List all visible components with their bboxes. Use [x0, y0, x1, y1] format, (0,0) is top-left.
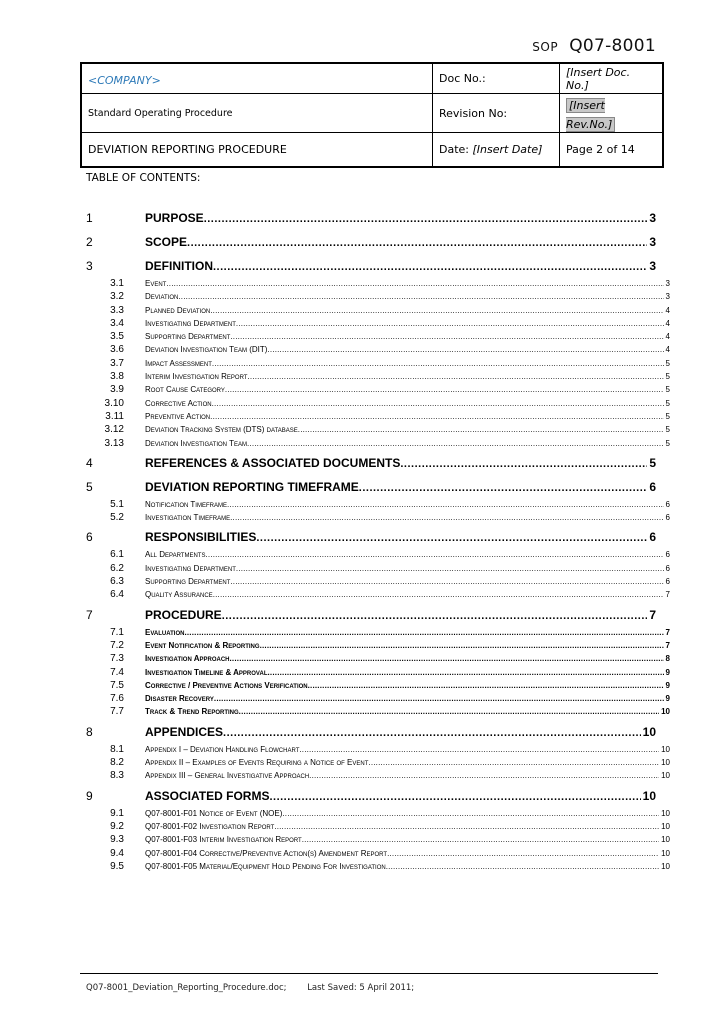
toc-leader-dots	[187, 231, 647, 254]
toc-entry-number: 3.13	[104, 437, 124, 449]
toc-leader-dots	[236, 562, 664, 575]
toc-entry-page: 10	[661, 808, 670, 818]
toc-entry-title: SCOPE	[145, 235, 188, 249]
toc-entry-number: 6.3	[110, 576, 124, 588]
toc-entry-title-line	[145, 666, 670, 679]
date-label: Date:	[439, 143, 469, 156]
toc-entry-page: 7	[665, 640, 670, 650]
toc-entry-page: 6	[665, 577, 670, 587]
toc-entry-title-line	[145, 317, 670, 330]
toc-entry-page: 6	[665, 563, 670, 573]
toc-leader-dots	[260, 639, 664, 652]
toc-entry-page: 3	[649, 235, 656, 249]
toc-leader-dots	[230, 652, 664, 665]
toc-entry-number: 3.3	[110, 304, 124, 316]
toc-leader-dots	[239, 705, 659, 718]
toc-entry-page: 7	[649, 607, 656, 622]
toc-entry-title: All Departments	[145, 550, 206, 560]
toc-subsection-entry[interactable]	[86, 423, 670, 436]
toc-entry-title-line	[145, 743, 670, 756]
toc-entry-title-line	[145, 679, 670, 692]
toc-subsection-entry[interactable]	[86, 498, 670, 511]
toc-entry-page: 5	[665, 425, 670, 435]
toc-entry-page: 5	[665, 438, 670, 448]
toc-entry-number: 3.2	[110, 291, 124, 303]
toc-entry-title-line	[145, 820, 670, 833]
toc-subsection-entry[interactable]	[86, 833, 670, 846]
toc-entry-page: 10	[642, 724, 656, 739]
toc-subsection-entry[interactable]	[86, 548, 670, 561]
toc-entry-title: Appendix II – Examples of Events Requiring a Notice of Event	[145, 758, 369, 768]
footer-last-saved: Last Saved: 5 April 2011;	[307, 983, 415, 993]
doc-no-label: Doc No.:	[433, 63, 560, 94]
toc-entry-title: Quality Assurance	[145, 590, 213, 600]
toc-entry-number: 7.1	[110, 626, 124, 638]
toc-entry-title-line	[145, 705, 670, 718]
toc-leader-dots	[359, 476, 648, 499]
sop-number: Q07-8001	[569, 36, 656, 56]
toc-entry-title-line	[145, 476, 656, 499]
toc-leader-dots	[274, 820, 659, 833]
toc-entry-number: 1	[86, 211, 93, 225]
toc-entry-number: 9.4	[110, 847, 124, 859]
toc-entry-page: 5	[665, 372, 670, 382]
toc-subsection-entry[interactable]	[86, 860, 670, 873]
toc-entry-number: 8.3	[110, 770, 124, 782]
toc-leader-dots	[214, 692, 664, 705]
toc-entry-title-line	[145, 290, 670, 303]
toc-leader-dots	[247, 370, 663, 383]
toc-leader-dots	[230, 511, 663, 524]
toc-leader-dots	[387, 847, 659, 860]
toc-entry-title: Supporting Department	[145, 577, 231, 587]
toc-entry-title-line	[145, 255, 656, 278]
toc-leader-dots	[368, 756, 659, 769]
toc-entry-page: 10	[661, 771, 670, 781]
toc-entry-title: Appendix I – Deviation Handling Flowchart	[145, 744, 300, 754]
toc-entry-page: 3	[665, 292, 670, 302]
toc-entry-title-line	[145, 511, 670, 524]
toc-leader-dots	[213, 255, 647, 278]
toc-entry-page: 10	[661, 848, 670, 858]
toc-leader-dots	[298, 423, 664, 436]
toc-subsection-entry[interactable]	[86, 639, 670, 652]
toc-entry-title-line	[145, 304, 670, 317]
toc-entry-title: Root Cause Category	[145, 385, 225, 395]
toc-subsection-entry[interactable]	[86, 705, 670, 718]
toc-leader-dots	[309, 769, 659, 782]
toc-entry-number: 3.1	[110, 278, 124, 289]
toc-entry-title: Corrective Action	[145, 398, 212, 408]
toc-entry-title: Deviation Tracking System (DTS) database	[145, 425, 298, 435]
toc-entry-number: 3.6	[110, 344, 124, 356]
toc-subsection-entry[interactable]	[86, 679, 670, 692]
toc-entry-page: 4	[665, 332, 670, 342]
toc-entry-title: ASSOCIATED FORMS	[145, 788, 270, 803]
toc-entry-title: DEFINITION	[145, 259, 213, 273]
toc-subsection-entry[interactable]	[86, 756, 670, 769]
toc-leader-dots	[267, 343, 663, 356]
toc-entry-title: Q07-8001-F03 Interim Investigation Report	[145, 835, 302, 845]
toc-entry-number: 7.7	[110, 706, 124, 718]
sop-prefix: SOP	[532, 40, 559, 54]
toc-leader-dots	[213, 588, 664, 601]
toc-entry-title-line	[145, 652, 670, 665]
toc-entry-title-line	[145, 626, 670, 639]
toc-entry-page: 7	[665, 590, 670, 600]
toc-subsection-entry[interactable]	[86, 743, 670, 756]
toc-entry-number: 2	[86, 235, 93, 249]
toc-entry-page: 4	[665, 318, 670, 328]
toc-entry-title: Deviation Investigation Team (DIT)	[145, 345, 268, 355]
toc-subsection-entry[interactable]	[86, 383, 670, 396]
toc-entry-title-line	[145, 231, 656, 254]
toc-leader-dots	[210, 304, 663, 317]
toc-entry-title: APPENDICES	[145, 724, 224, 739]
toc-entry-number: 3.11	[105, 410, 124, 422]
toc-entry-title: DEVIATION REPORTING TIMEFRAME	[145, 479, 359, 494]
toc-entry-title: Q07-8001-F01 Notice of Event (NOE)	[145, 808, 283, 818]
toc-entry-page: 3	[649, 211, 656, 225]
revision-value: [Insert Rev.No.]	[566, 98, 615, 132]
toc-entry-page: 9	[665, 667, 670, 677]
toc-entry-title: Track & Trend Reporting	[145, 707, 239, 717]
toc-entry-page: 3	[649, 259, 656, 273]
toc-entry-title-line	[145, 410, 670, 423]
toc-subsection-entry[interactable]	[86, 304, 670, 317]
toc-entry-title: Event Notification & Reporting	[145, 640, 260, 650]
toc-subsection-entry[interactable]	[86, 575, 670, 588]
toc-subsection-entry[interactable]	[86, 410, 670, 423]
toc-entry-title-line	[145, 437, 670, 450]
toc-entry-number: 7.6	[110, 693, 124, 705]
toc-entry-page: 10	[661, 821, 670, 831]
toc-subsection-entry[interactable]	[86, 343, 670, 356]
toc-entry-title-line	[145, 526, 656, 549]
toc-entry-title-line	[145, 562, 670, 575]
toc-entry-number: 6	[86, 530, 93, 545]
toc-subsection-entry[interactable]	[86, 357, 670, 370]
toc-subsection-entry[interactable]	[86, 692, 670, 705]
toc-entry-title-line	[145, 575, 670, 588]
toc-entry-title: Appendix III – General Investigative Approach	[145, 771, 310, 781]
toc-entry-title: Q07-8001-F04 Corrective/Preventive Action(s) Amendment Report	[145, 848, 388, 858]
toc-entry-title: Investigation Approach	[145, 654, 230, 664]
toc-entry-page: 4	[665, 305, 670, 315]
toc-leader-dots	[222, 604, 648, 627]
toc-leader-dots	[302, 833, 659, 846]
doc-no-value: [Insert Doc. No.]	[560, 63, 664, 94]
toc-entry-number: 7.4	[110, 666, 124, 678]
toc-leader-dots	[178, 290, 663, 303]
toc-leader-dots	[210, 410, 663, 423]
toc-leader-dots	[282, 807, 659, 820]
toc-section-entry[interactable]	[86, 526, 670, 548]
toc-leader-dots	[386, 860, 659, 873]
toc-entry-title: Investigating Department	[145, 563, 236, 573]
toc-entry-title: Q07-8001-F05 Material/Equipment Hold Pending For Investigation	[145, 861, 386, 871]
toc-entry-page: 10	[661, 835, 670, 845]
toc-entry-title-line	[145, 330, 670, 343]
toc-subsection-entry[interactable]	[86, 820, 670, 833]
toc-entry-title-line	[145, 452, 656, 475]
footer	[86, 983, 414, 993]
toc-entry-page: 6	[649, 530, 656, 545]
toc-leader-dots	[256, 526, 647, 549]
toc-entry-title: Evaluation	[145, 627, 185, 637]
toc-entry-title-line	[145, 756, 670, 769]
toc-leader-dots	[247, 437, 664, 450]
toc-entry-number: 5	[86, 479, 93, 494]
toc-subsection-entry[interactable]	[86, 562, 670, 575]
toc-entry-title: Investigation Timeframe	[145, 513, 231, 523]
toc-subsection-entry[interactable]	[86, 511, 670, 524]
toc-leader-dots	[227, 498, 664, 511]
toc-leader-dots	[299, 743, 659, 756]
toc-entry-title-line	[145, 807, 670, 820]
toc-entry-page: 10	[661, 758, 670, 768]
toc-leader-dots	[230, 575, 663, 588]
toc-subsection-entry[interactable]	[86, 847, 670, 860]
toc-entry-page: 5	[665, 411, 670, 421]
toc-section-entry[interactable]	[86, 452, 670, 474]
table-of-contents	[86, 205, 670, 873]
toc-entry-page: 9	[665, 694, 670, 704]
toc-subsection-entry[interactable]	[86, 769, 670, 782]
toc-subsection-entry[interactable]	[86, 277, 670, 290]
toc-entry-title: Planned Deviation	[145, 305, 211, 315]
toc-leader-dots	[212, 397, 664, 410]
toc-entry-number: 3.5	[110, 331, 124, 343]
toc-entry-title-line	[145, 498, 670, 511]
toc-section-entry[interactable]	[86, 721, 670, 743]
toc-entry-number: 3.8	[110, 371, 124, 383]
toc-entry-title-line	[145, 548, 670, 561]
toc-entry-title-line	[145, 692, 670, 705]
toc-section-entry[interactable]	[86, 231, 670, 253]
document-code	[532, 36, 656, 56]
doc-type: Standard Operating Procedure	[81, 94, 433, 133]
toc-leader-dots	[268, 666, 664, 679]
toc-entry-title-line	[145, 604, 656, 627]
toc-section-entry[interactable]	[86, 476, 670, 498]
toc-leader-dots	[204, 207, 648, 230]
company-placeholder: <COMPANY>	[88, 74, 161, 87]
toc-entry-number: 9.2	[110, 820, 124, 832]
toc-entry-title-line	[145, 860, 670, 873]
toc-entry-number: 5.1	[110, 498, 124, 510]
toc-entry-page: 9	[665, 680, 670, 690]
toc-entry-page: 5	[665, 385, 670, 395]
toc-subsection-entry[interactable]	[86, 290, 670, 303]
toc-entry-page: 6	[649, 479, 656, 494]
toc-entry-number: 7.5	[110, 679, 124, 691]
toc-entry-title: Investigating Department	[145, 318, 236, 328]
toc-entry-title: Preventive Action	[145, 411, 211, 421]
toc-entry-title-line	[145, 639, 670, 652]
toc-entry-title-line	[145, 588, 670, 601]
revision-label: Revision No:	[433, 94, 560, 133]
toc-entry-title: Notification Timeframe	[145, 499, 227, 509]
toc-entry-number: 3.9	[110, 384, 124, 396]
toc-entry-page: 10	[642, 788, 656, 803]
toc-entry-title-line	[145, 785, 656, 808]
toc-entry-number: 3.7	[110, 357, 124, 369]
toc-entry-number: 3.12	[104, 424, 124, 436]
toc-subsection-entry[interactable]	[86, 437, 670, 450]
toc-leader-dots	[308, 679, 664, 692]
toc-entry-number: 8.1	[110, 743, 124, 755]
toc-leader-dots	[236, 317, 664, 330]
toc-entry-page: 3	[665, 279, 670, 288]
toc-section-entry[interactable]	[86, 785, 670, 807]
toc-entry-title-line	[145, 370, 670, 383]
toc-leader-dots	[269, 785, 640, 808]
toc-entry-page: 5	[649, 455, 656, 470]
toc-entry-title-line	[145, 721, 656, 744]
toc-leader-dots	[230, 330, 663, 343]
toc-entry-title: Deviation Investigation Team	[145, 438, 247, 448]
toc-entry-title: PROCEDURE	[145, 607, 222, 622]
toc-entry-number: 9	[86, 788, 93, 803]
toc-leader-dots	[166, 277, 663, 290]
page-number: Page 2 of 14	[560, 133, 664, 168]
toc-entry-title-line	[145, 357, 670, 370]
toc-entry-number: 3.4	[110, 317, 124, 329]
toc-subsection-entry[interactable]	[86, 370, 670, 383]
toc-entry-title: Disaster Recovery	[145, 694, 214, 704]
toc-entry-page: 10	[661, 707, 670, 717]
toc-subsection-entry[interactable]	[86, 807, 670, 820]
toc-entry-title: Corrective / Preventive Actions Verification	[145, 680, 308, 690]
toc-entry-title-line	[145, 847, 670, 860]
toc-leader-dots	[205, 548, 663, 561]
toc-section-entry[interactable]	[86, 207, 670, 229]
toc-entry-page: 8	[665, 654, 670, 664]
toc-entry-number: 4	[86, 455, 93, 470]
toc-entry-page: 6	[665, 513, 670, 523]
toc-entry-title-line	[145, 397, 670, 410]
toc-leader-dots	[184, 626, 663, 639]
toc-entry-number: 7.3	[110, 653, 124, 665]
toc-leader-dots	[223, 721, 641, 744]
toc-entry-number: 7	[86, 607, 93, 622]
toc-entry-number: 8	[86, 724, 93, 739]
toc-entry-title-line	[145, 833, 670, 846]
toc-entry-number: 6.1	[110, 549, 124, 561]
toc-entry-title: REFERENCES & ASSOCIATED DOCUMENTS	[145, 455, 401, 470]
toc-entry-number: 9.5	[110, 860, 124, 872]
toc-subsection-entry[interactable]	[86, 652, 670, 665]
toc-entry-number: 6.2	[110, 562, 124, 574]
toc-subsection-entry[interactable]	[86, 626, 670, 639]
toc-entry-title-line	[145, 423, 670, 436]
footer-filename: Q07-8001_Deviation_Reporting_Procedure.doc;	[86, 983, 287, 993]
toc-leader-dots	[212, 357, 664, 370]
toc-entry-page: 10	[661, 861, 670, 871]
toc-entry-page: 4	[665, 345, 670, 355]
toc-entry-title: Q07-8001-F02 Investigation Report	[145, 821, 275, 831]
toc-entry-number: 9.3	[110, 834, 124, 846]
toc-entry-title-line	[145, 207, 656, 230]
toc-subsection-entry[interactable]	[86, 666, 670, 679]
toc-entry-title-line	[145, 383, 670, 396]
toc-entry-page: 10	[661, 744, 670, 754]
toc-entry-page: 5	[665, 398, 670, 408]
toc-entry-title: Supporting Department	[145, 332, 231, 342]
toc-leader-dots	[225, 383, 664, 396]
toc-entry-title: Interim Investigation Report	[145, 372, 248, 382]
toc-subsection-entry[interactable]	[86, 317, 670, 330]
toc-entry-number: 3	[86, 259, 93, 273]
toc-entry-page: 5	[665, 358, 670, 368]
date-cell	[433, 133, 560, 168]
toc-entry-number: 5.2	[110, 512, 124, 524]
toc-entry-title: Event	[145, 279, 167, 288]
toc-subsection-entry[interactable]	[86, 330, 670, 343]
toc-entry-title-line	[145, 343, 670, 356]
toc-entry-number: 7.2	[110, 639, 124, 651]
toc-entry-page: 7	[665, 627, 670, 637]
toc-section-entry[interactable]	[86, 604, 670, 626]
doc-title: DEVIATION REPORTING PROCEDURE	[81, 133, 433, 168]
toc-heading: TABLE OF CONTENTS:	[86, 172, 201, 184]
toc-entry-page: 6	[665, 499, 670, 509]
toc-subsection-entry[interactable]	[86, 588, 670, 601]
toc-section-entry[interactable]	[86, 255, 670, 277]
toc-entry-number: 8.2	[110, 757, 124, 769]
toc-entry-title: PURPOSE	[145, 211, 204, 225]
toc-entry-number: 6.4	[110, 589, 124, 601]
toc-entry-page: 6	[665, 550, 670, 560]
date-value: [Insert Date]	[472, 143, 543, 156]
toc-entry-title: Investigation Timeline & Approval	[145, 667, 268, 677]
toc-entry-title: Deviation	[145, 292, 179, 302]
footer-divider	[80, 973, 658, 974]
toc-entry-number: 3.10	[104, 397, 124, 409]
header-table	[80, 62, 664, 168]
toc-entry-title-line	[145, 769, 670, 782]
toc-entry-title: Impact Assessment	[145, 358, 212, 368]
toc-leader-dots	[400, 452, 647, 475]
toc-entry-title-line	[145, 277, 670, 290]
toc-subsection-entry[interactable]	[86, 397, 670, 410]
toc-entry-title: RESPONSIBILITIES	[145, 530, 257, 545]
toc-entry-number: 9.1	[110, 807, 124, 819]
